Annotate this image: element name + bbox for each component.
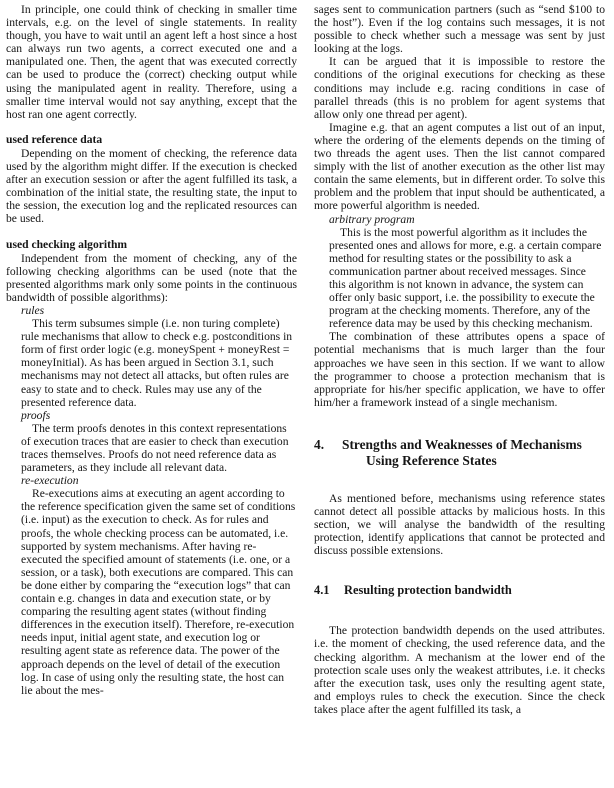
paragraph-continuation: sages sent to communication partners (such as “send $100 to the host”). Even if the log contains such messages, it is not possible to check whether such a message was sent by just looking at the logs. (314, 3, 605, 56)
paragraph-imagine: Imagine e.g. that an agent computes a list out of an input, where the ordering of the elements depends on the timing of two threads the agent uses. Then the list cannot compared simply with the list of another execution as the other list may contain the same elements, but in different order. To solve this problem and the problem that input should be authenticated, a more powerful algorithm is needed. (314, 120, 605, 213)
runin-heading-used-checking-algorithm: used checking algorithm (6, 237, 128, 251)
section-heading-4 (314, 437, 605, 470)
subsection-title: Resulting protection bandwidth (344, 583, 512, 598)
paragraph-argued: It can be argued that it is impossible to restore the conditions of the original executions for checking as these conditions may include e.g. racing conditions in case of parallel threads (this is no problem for agent systems that allow only one thread per agent). (314, 55, 605, 121)
paragraph-protection-bandwidth: The protection bandwidth depends on the used attributes. i.e. the moment of checking, the used reference data, and the checking algorithm. A mechanism at the lower end of the protection scale uses only the weakest attributes, i.e. it checks after the execution task, uses only the resulting agent state, and employs rules to check the execution. Since the check takes place after the agent fulfilled its task, a (314, 624, 605, 716)
description-proofs: The term proofs denotes in this context representations of execution traces that are easier to check than execution traces themselves. Proofs do not need reference data as parameters, as they include all relevant data. (21, 421, 289, 475)
subsection-number: 4.1 (314, 583, 330, 598)
term-proofs: proofs (21, 408, 51, 422)
runin-heading-used-reference-data: used reference data (6, 132, 103, 146)
paragraph-reference-data: Depending on the moment of checking, the reference data used by the algorithm might differ. If the execution is checked after an execution session or after the agent fulfilled its task, a combination of the initial state, the resulting state, the input to the session, the execution log and the replicated resources can be used. (6, 146, 297, 226)
term-rules: rules (21, 303, 45, 317)
paragraph-combination: The combination of these attributes opens a space of potential mechanisms that is much larger than the four approaches we have seen in this section. If we want to allow the programmer to choose a protection mechanism that is appropriate for his/her specific application, we have to offer him/her a framework instead of a single mechanism. (314, 330, 605, 409)
subsection-heading-4-1 (314, 583, 605, 598)
paragraph-intro: In principle, one could think of checking in smaller time intervals, e.g. on the level of single statements. In reality though, you have to wait until an agent left a host since a host can always run two agents, a correct executed one and a manipulated one. Then, the agent that was executed correctly can be used to produce the (correct) checking output while using the manipulated agent in reality. Therefore, using a smaller time interval would not say anything, except that the host ran one agent correctly. (6, 3, 297, 121)
right-column (314, 3, 605, 716)
description-re-execution: Re-executions aims at executing an agent according to the reference specification given the same set of conditions (i.e. input) as the execution to check. As for rules and proofs, the whole checking process can be automated, i.e. supported by system mechanisms. After having re-executed the specified amount of statements (i.e. one, or a session, or a task), both executions are compared. This can be done either by comparing the “execution logs” that can contain e.g. changes in data and execution state, or by comparing the resulting agent states (without finding differences in the execution itself). Therefore, re-execution needs input, initial agent state, and execution log or resulting agent state as reference data. The power of the approach depends on the level of detail of the execution log. In case of using only the resulting state, the host can lie about the mes- (21, 487, 296, 697)
term-re-execution: re-execution (21, 474, 79, 488)
section-number: 4. (314, 436, 325, 452)
paragraph-checking-algorithm: Independent from the moment of checking, any of the following checking algorithms can be used (note that the presented algorithms mark only some points in the continuous bandwidth of possible algorithms): (6, 251, 297, 304)
left-column (6, 3, 297, 716)
section-title: Strengths and Weaknesses of Mechanisms Using Reference States (342, 436, 582, 469)
description-arbitrary-program: This is the most powerful algorithm as it includes the presented ones and allows for more, e.g. a certain compare method for resulting states or the possibility to ask a communication partner about received messages. Since this algorithm is not known in advance, the system can offer only basic support, i.e. the possibility to execute the program at the checking moments. Therefore, any of the reference data may be used by this checking mechanism. (329, 225, 602, 331)
paragraph-as-mentioned: As mentioned before, mechanisms using reference states cannot detect all possible attacks by malicious hosts. In this section, we will analyse the bandwidth of the resulting protection, identify applications that cannot be protected and discuss possible extensions. (314, 491, 605, 558)
description-rules: This term subsumes simple (i.e. non turing complete) rule mechanisms that allow to check e.g. postconditions in form of first order logic (e.g. moneySpent + moneyRest = moneyInitial). As has been argued in Section 3.1, such mechanisms may not detect all attacks, but often rules are easy to state and to check. Rules may use any of the presented reference data. (21, 317, 293, 409)
term-arbitrary-program: arbitrary program (329, 212, 415, 226)
